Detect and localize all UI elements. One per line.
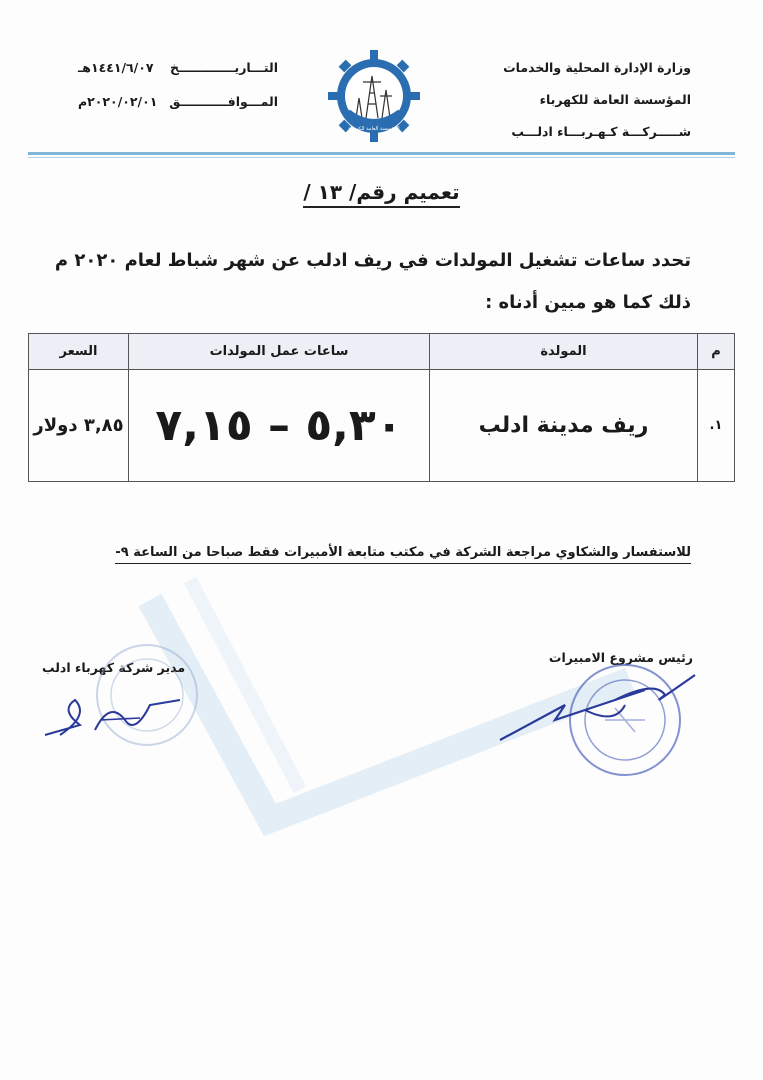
date-value: ١٤٤١/٦/٠٧هـ <box>78 60 154 75</box>
intro-line: تحدد ساعات تشغيل المولدات في ريف ادلب عن شهر شباط لعام ٢٠٢٠ م <box>54 250 691 271</box>
ministry-line: وزارة الإدارة المحلية والخدمات <box>503 60 691 75</box>
header-divider-thin <box>28 157 735 158</box>
table-row <box>29 370 735 482</box>
intro-paragraph <box>51 240 691 324</box>
row-price: ٣,٨٥ دولار <box>29 370 129 482</box>
intro-line: ذلك كما هو مبين أدناه : <box>485 292 691 313</box>
institution-line: المؤسسة العامة للكهرباء <box>539 92 691 107</box>
column-header-hours: ساعات عمل المولدات <box>129 334 430 370</box>
project-head-title: رئيس مشروع الامبيرات <box>548 650 693 665</box>
circular-title-text: تعميم رقم/ ١٣ / <box>303 180 459 208</box>
inquiry-note: للاستفسار والشكاوي مراجعة الشركة في مكتب متابعة الأمبيرات فقط صباحا من الساعة ٩- <box>115 545 691 564</box>
row-generator: ريف مدينة ادلب <box>430 370 698 482</box>
logo-caption: المؤسسة العامة للكهرباء <box>348 126 400 132</box>
column-header-num: م <box>698 334 735 370</box>
row-number: ١. <box>698 370 735 482</box>
corresponding-date-row <box>78 94 278 109</box>
column-header-price: السعر <box>29 334 129 370</box>
header-dates <box>78 60 278 128</box>
column-header-generator: المولدة <box>430 334 698 370</box>
company-logo-icon <box>326 48 422 144</box>
company-director-title: مدير شركة كهرباء ادلب <box>42 660 186 675</box>
company-line: شـــــركـــة كـهـربـــاء ادلـــب <box>511 124 691 139</box>
row-hours: ٥,٣٠ – ٧,١٥ <box>129 370 430 482</box>
header-issuer <box>431 60 691 156</box>
generator-hours-table <box>28 333 735 482</box>
date-row <box>78 60 278 75</box>
circular-title <box>0 180 763 204</box>
project-head-signature <box>495 670 705 750</box>
date-label: التـــاريـــــــــــــخ <box>169 60 278 75</box>
corresponding-date-label: المـــوافـــــــــــق <box>169 94 278 109</box>
company-director-signature <box>40 690 190 750</box>
corresponding-date-value: ٢٠٢٠/٠٢/٠١م <box>78 94 158 109</box>
header-divider <box>28 152 735 155</box>
table-header-row <box>29 334 735 370</box>
